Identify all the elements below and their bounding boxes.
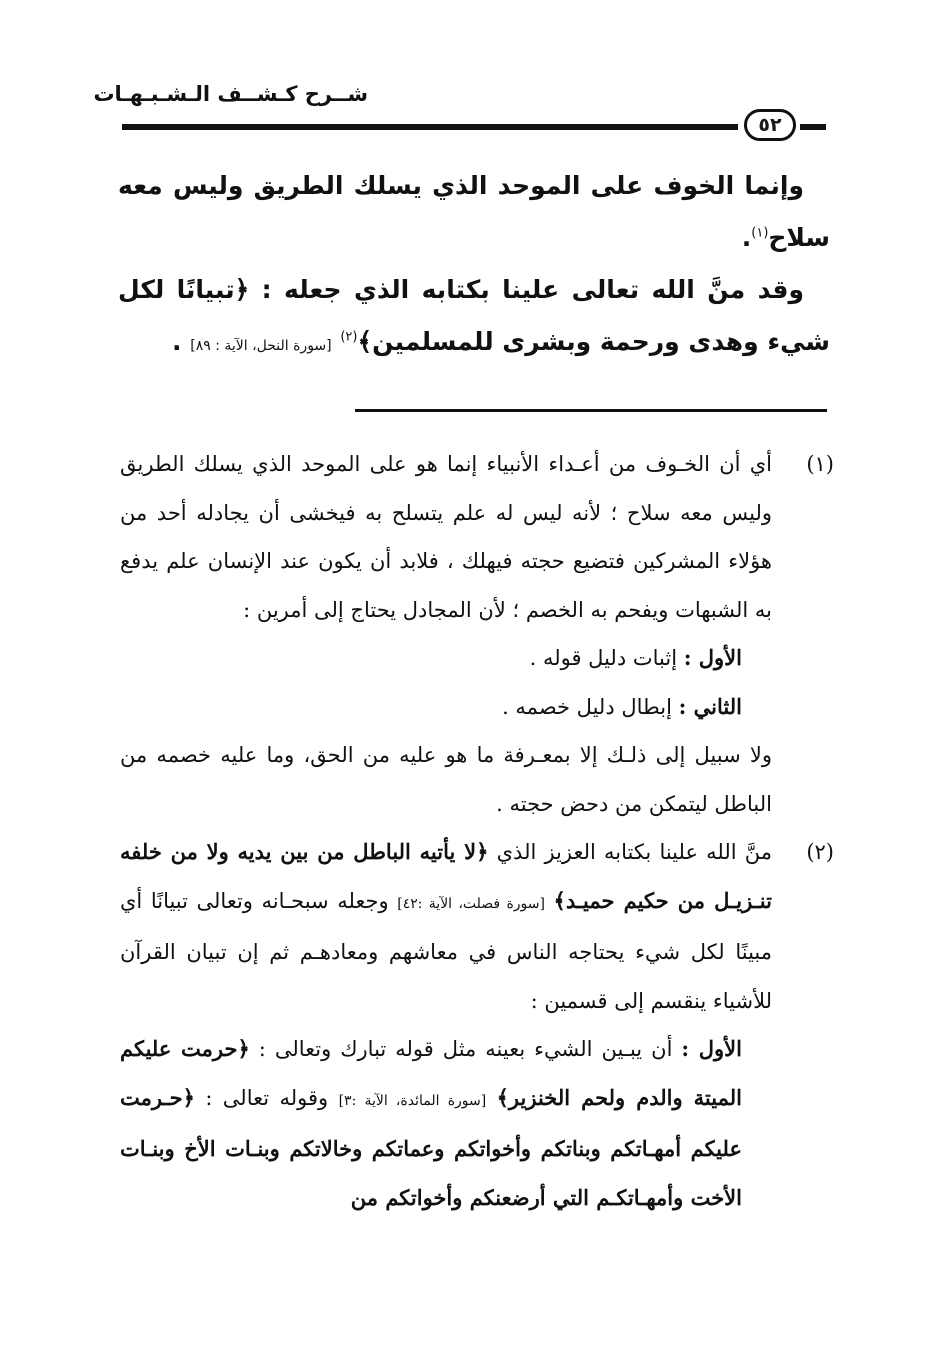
footnotes	[120, 440, 834, 1222]
footnote-1-second-point	[120, 683, 772, 732]
quran-quote-4: ﴿حـرمت عليكم أمهـاتكم وبناتكم وأخواتكم وعماتكم وخالاتكم وبنـات الأخ وبنـات الأخت وأمهـاتكـم التي أرضعنكم وأخواتكم من	[120, 1084, 742, 1210]
surah-citation-2: [سورة فصلت، الآية :٤٢]	[397, 895, 545, 912]
quran-quote-1: ﴿تبيانًا لكل شيء وهدى ورحمة وبشرى للمسلمين﴾	[118, 275, 830, 356]
footnote-2-text-a: منَّ الله علينا بكتابه العزيز الذي	[496, 840, 772, 864]
footnote-1-second-text: إبطال دليل خصمه .	[502, 694, 672, 719]
footnote-1-closing: ولا سبيل إلى ذلـك إلا بمعـرفة ما هو عليه من الحق، وما عليه خصمه من الباطل ليتمكن من دحض حجته .	[120, 743, 772, 816]
footnote-2-first-text: أن يبـين الشيء بعينه مثل قوله تبارك وتعالى :	[258, 1037, 673, 1061]
main-paragraph-1-end: .	[741, 223, 752, 252]
main-paragraph-1-text: وإنما الخوف على الموحد الذي يسلك الطريق وليس معه سلاح	[118, 171, 830, 252]
footnote-2-first-point	[120, 1025, 772, 1222]
footnote-1-first-text: إثبات دليل قوله .	[529, 646, 678, 670]
footnote-1-text: أي أن الخـوف من أعـداء الأنبياء إنما هو على الموحد الذي يسلك الطريق وليس معه سلاح ؛ لأنه ليس له علم يتسلح به فيخشى أن يجادله أحد من هؤلاء المشركين فتضيع حجته فيهلك ، فلابد أن يكون عند الإنسان علم يدفع به الشبهات ويفحم به الخصم ؛ لأن المجادل يحتاج إلى أمرين :	[120, 452, 772, 622]
main-paragraph-2-end: .	[172, 327, 182, 356]
quran-quote-3: ﴿حرمت عليكم الميتة والدم ولحم الخنزير﴾	[120, 1036, 742, 1110]
footnote-ref-2: (٢)	[340, 329, 358, 345]
main-paragraph-2-text: وقد منَّ الله تعالى علينا بكتابه الذي جعله :	[261, 275, 804, 304]
header-rule	[122, 124, 738, 130]
footnote-1-first-label: الأول :	[683, 645, 742, 670]
main-text	[118, 160, 830, 372]
footnote-2-text-c: وقوله تعالى :	[205, 1085, 329, 1110]
surah-citation-1: [سورة النحل، الآية : ٨٩]	[190, 338, 332, 354]
footnote-2-intro	[120, 828, 772, 1025]
surah-citation-3: [سورة المائدة، الآية :٣]	[338, 1092, 487, 1109]
footnote-separator	[355, 409, 827, 412]
header-dash	[800, 124, 826, 130]
page-number: ٥٢	[744, 109, 796, 141]
footnote-1-number: (١)	[806, 452, 834, 476]
quran-quote-2: ﴿لا يأتيه الباطل من بين يديه ولا من خلفه تنـزيـل من حكيم حميـد﴾	[120, 839, 772, 913]
footnote-2	[120, 828, 834, 1222]
main-paragraph-1	[118, 160, 830, 264]
main-paragraph-2	[118, 264, 830, 372]
footnote-2-number: (٢)	[806, 840, 834, 864]
footnote-1-first-point	[120, 634, 772, 683]
footnote-2-text-b: وجعله سبحـانه وتعالى تبيانًا أي مبينًا لكل شيء يحتاجه الناس في معاشهم ومعادهـم ثم إن تبيان القرآن للأشياء ينقسم إلى قسمين :	[120, 888, 772, 1013]
footnote-1	[120, 440, 834, 828]
footnote-ref-1: (١)	[751, 225, 769, 241]
footnote-1-second-label: الثاني :	[678, 693, 742, 719]
footnote-2-first-label: الأول :	[681, 1036, 742, 1061]
running-header-title: شــرح كـشــف الـشـبـهـات	[93, 82, 368, 106]
